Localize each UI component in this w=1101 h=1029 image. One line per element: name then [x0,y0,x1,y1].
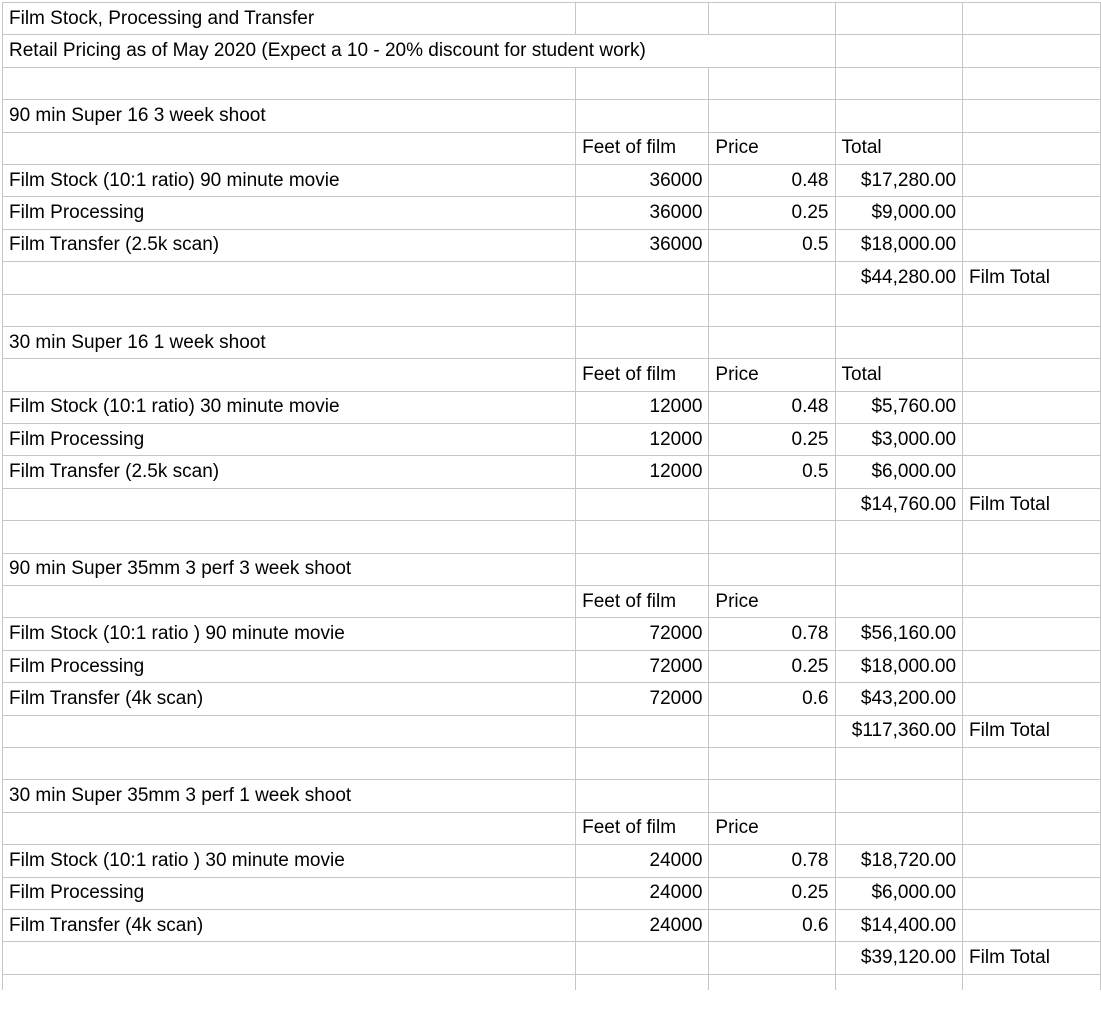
cell-empty[interactable] [963,3,1101,35]
cell-empty[interactable] [576,780,709,812]
header-price[interactable]: Price [709,586,835,618]
cell-empty[interactable] [3,359,576,391]
pricing-table [2,2,1101,990]
cell-empty[interactable] [709,488,835,520]
line-item-row [3,618,1101,650]
cell-empty[interactable] [576,488,709,520]
cell-empty[interactable] [709,67,835,99]
cell-empty[interactable] [963,650,1101,682]
item-total[interactable]: $9,000.00 [835,197,963,229]
header-feet-of-film[interactable]: Feet of film [576,359,709,391]
cell-empty[interactable] [835,553,963,585]
line-item-row [3,391,1101,423]
grid-body [3,3,1101,991]
cell-empty[interactable] [835,294,963,326]
item-total[interactable]: $6,000.00 [835,877,963,909]
cell-empty[interactable] [3,586,576,618]
item-label[interactable]: Film Transfer (4k scan) [3,683,576,715]
item-price[interactable]: 0.6 [709,909,835,941]
blank-row [3,747,1101,779]
cell-subtitle[interactable]: Retail Pricing as of May 2020 (Expect a 10 - 20% discount for student work) [3,35,836,67]
cell-empty[interactable] [963,683,1101,715]
header-total[interactable]: Total [835,132,963,164]
item-feet[interactable]: 12000 [576,456,709,488]
item-label[interactable]: Film Processing [3,424,576,456]
cell-empty[interactable] [576,974,709,990]
cell-empty[interactable] [963,67,1101,99]
section-heading-row [3,553,1101,585]
item-total[interactable]: $17,280.00 [835,164,963,196]
header-price[interactable]: Price [709,132,835,164]
cell-empty[interactable] [709,3,835,35]
cell-empty[interactable] [3,974,576,990]
item-total[interactable]: $43,200.00 [835,683,963,715]
line-item-row [3,424,1101,456]
film-total-row [3,942,1101,974]
cell-empty[interactable] [709,942,835,974]
cell-empty[interactable] [576,553,709,585]
film-total-value[interactable]: $117,360.00 [835,715,963,747]
cell-empty[interactable] [963,197,1101,229]
item-feet[interactable]: 36000 [576,197,709,229]
cell-empty[interactable] [963,132,1101,164]
film-total-row [3,715,1101,747]
item-total[interactable]: $3,000.00 [835,424,963,456]
cell-empty[interactable] [835,780,963,812]
cell-empty[interactable] [963,391,1101,423]
cell-empty[interactable] [709,715,835,747]
item-feet[interactable]: 72000 [576,650,709,682]
line-item-row [3,229,1101,261]
cell-empty[interactable] [963,326,1101,358]
cell-empty[interactable] [963,877,1101,909]
column-header-row [3,359,1101,391]
header-feet-of-film[interactable]: Feet of film [576,586,709,618]
item-price[interactable]: 0.78 [709,845,835,877]
cell-empty[interactable] [835,35,963,67]
item-total[interactable]: $5,760.00 [835,391,963,423]
cell-empty[interactable] [709,553,835,585]
cell-empty[interactable] [963,553,1101,585]
cell-empty[interactable] [3,812,576,844]
cell-empty[interactable] [709,974,835,990]
title-row [3,3,1101,35]
cell-empty[interactable] [709,326,835,358]
item-total[interactable]: $6,000.00 [835,456,963,488]
item-total[interactable]: $18,720.00 [835,845,963,877]
cell-empty[interactable] [709,780,835,812]
cell-empty[interactable] [963,35,1101,67]
cell-empty[interactable] [709,747,835,779]
subtitle-row [3,35,1101,67]
item-total[interactable]: $18,000.00 [835,229,963,261]
cell-empty[interactable] [576,67,709,99]
cell-empty[interactable] [963,229,1101,261]
item-feet[interactable]: 72000 [576,683,709,715]
cell-empty[interactable] [963,456,1101,488]
cell-empty[interactable] [835,326,963,358]
film-total-row [3,488,1101,520]
section-heading[interactable]: 30 min Super 35mm 3 perf 1 week shoot [3,780,576,812]
item-price[interactable]: 0.6 [709,683,835,715]
cell-empty[interactable] [963,909,1101,941]
film-total-value[interactable]: $39,120.00 [835,942,963,974]
cell-empty[interactable] [963,974,1101,990]
film-total-label[interactable]: Film Total [963,488,1101,520]
item-label[interactable]: Film Processing [3,197,576,229]
header-price[interactable]: Price [709,359,835,391]
cell-empty[interactable] [963,164,1101,196]
item-feet[interactable]: 36000 [576,229,709,261]
header-total[interactable]: Total [835,359,963,391]
line-item-row [3,456,1101,488]
cell-empty[interactable] [576,262,709,294]
line-item-row [3,845,1101,877]
cell-empty[interactable] [576,521,709,553]
cell-empty[interactable] [963,359,1101,391]
cell-empty[interactable] [576,747,709,779]
cell-empty[interactable] [963,521,1101,553]
item-price[interactable]: 0.25 [709,650,835,682]
item-price[interactable]: 0.48 [709,391,835,423]
item-feet[interactable]: 12000 [576,391,709,423]
cell-empty[interactable] [576,3,709,35]
cell-empty[interactable] [963,100,1101,132]
film-total-row [3,262,1101,294]
column-header-row [3,586,1101,618]
item-price[interactable]: 0.25 [709,424,835,456]
item-label[interactable]: Film Stock (10:1 ratio ) 30 minute movie [3,845,576,877]
item-feet[interactable]: 72000 [576,618,709,650]
item-price[interactable]: 0.78 [709,618,835,650]
item-total[interactable]: $18,000.00 [835,650,963,682]
header-price[interactable]: Price [709,812,835,844]
item-label[interactable]: Film Stock (10:1 ratio) 30 minute movie [3,391,576,423]
item-label[interactable]: Film Transfer (2.5k scan) [3,456,576,488]
item-price[interactable]: 0.25 [709,877,835,909]
section-heading-row [3,100,1101,132]
cell-empty[interactable] [963,424,1101,456]
cell-empty[interactable] [963,747,1101,779]
item-price[interactable]: 0.25 [709,197,835,229]
cell-empty[interactable] [3,132,576,164]
cell-empty[interactable] [3,262,576,294]
cell-empty[interactable] [835,521,963,553]
line-item-row [3,877,1101,909]
blank-row [3,294,1101,326]
header-feet-of-film[interactable]: Feet of film [576,132,709,164]
film-total-label[interactable]: Film Total [963,262,1101,294]
cell-empty[interactable] [963,586,1101,618]
item-total[interactable]: $14,400.00 [835,909,963,941]
cell-empty[interactable] [576,100,709,132]
cell-empty[interactable] [963,294,1101,326]
item-feet[interactable]: 36000 [576,164,709,196]
cell-empty[interactable] [835,3,963,35]
cell-empty[interactable] [835,67,963,99]
item-price[interactable]: 0.5 [709,456,835,488]
line-item-row [3,650,1101,682]
column-header-row [3,812,1101,844]
blank-row [3,521,1101,553]
cell-empty[interactable] [3,488,576,520]
film-total-label[interactable]: Film Total [963,942,1101,974]
cell-empty[interactable] [576,715,709,747]
item-label[interactable]: Film Transfer (4k scan) [3,909,576,941]
cell-empty[interactable] [835,100,963,132]
cell-empty[interactable] [3,521,576,553]
cell-empty[interactable] [3,67,576,99]
item-feet[interactable]: 12000 [576,424,709,456]
line-item-row [3,909,1101,941]
section-heading[interactable]: 90 min Super 35mm 3 perf 3 week shoot [3,553,576,585]
item-label[interactable]: Film Transfer (2.5k scan) [3,229,576,261]
cell-empty[interactable] [576,942,709,974]
cell-empty[interactable] [963,845,1101,877]
cell-title[interactable]: Film Stock, Processing and Transfer [3,3,576,35]
cell-empty[interactable] [709,262,835,294]
cell-empty[interactable] [963,812,1101,844]
blank-row [3,974,1101,990]
item-label[interactable]: Film Processing [3,650,576,682]
cell-empty[interactable] [963,780,1101,812]
film-total-value[interactable]: $14,760.00 [835,488,963,520]
item-label[interactable]: Film Stock (10:1 ratio) 90 minute movie [3,164,576,196]
header-feet-of-film[interactable]: Feet of film [576,812,709,844]
item-feet[interactable]: 24000 [576,909,709,941]
cell-empty[interactable] [835,747,963,779]
blank-row [3,67,1101,99]
cell-empty[interactable] [709,294,835,326]
item-label[interactable]: Film Stock (10:1 ratio ) 90 minute movie [3,618,576,650]
item-label[interactable]: Film Processing [3,877,576,909]
column-header-row [3,132,1101,164]
line-item-row [3,164,1101,196]
film-total-value[interactable]: $44,280.00 [835,262,963,294]
section-heading[interactable]: 90 min Super 16 3 week shoot [3,100,576,132]
cell-empty[interactable] [835,974,963,990]
cell-empty[interactable] [3,942,576,974]
cell-empty[interactable] [3,747,576,779]
item-total[interactable]: $56,160.00 [835,618,963,650]
line-item-row [3,197,1101,229]
cell-empty[interactable] [709,100,835,132]
cell-empty[interactable] [709,521,835,553]
line-item-row [3,683,1101,715]
cell-empty[interactable] [963,618,1101,650]
cell-empty[interactable] [3,294,576,326]
section-heading[interactable]: 30 min Super 16 1 week shoot [3,326,576,358]
section-heading-row [3,780,1101,812]
cell-empty[interactable] [576,326,709,358]
item-feet[interactable]: 24000 [576,845,709,877]
item-price[interactable]: 0.5 [709,229,835,261]
cell-empty[interactable] [835,586,963,618]
cell-empty[interactable] [576,294,709,326]
item-feet[interactable]: 24000 [576,877,709,909]
item-price[interactable]: 0.48 [709,164,835,196]
cell-empty[interactable] [835,812,963,844]
film-total-label[interactable]: Film Total [963,715,1101,747]
cell-empty[interactable] [3,715,576,747]
section-heading-row [3,326,1101,358]
